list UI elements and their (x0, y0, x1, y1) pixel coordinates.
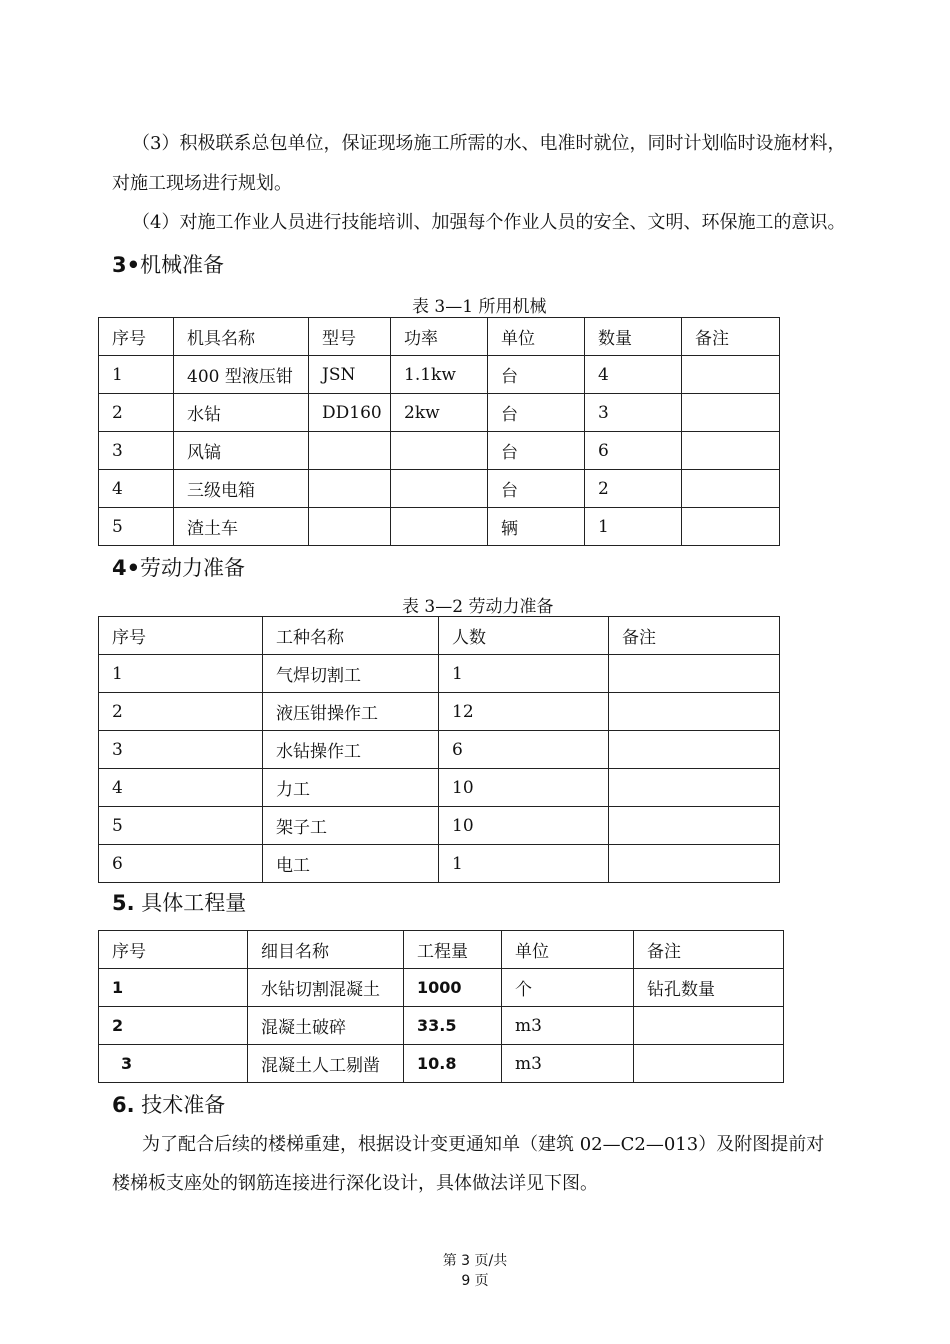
table-cell: 2 (585, 470, 682, 508)
section-5-title: 具体工程量 (141, 891, 247, 915)
table-cell: 台 (488, 356, 585, 394)
table-cell: 5 (99, 508, 174, 546)
table-cell: DD160 (309, 394, 391, 432)
table-cell: 1 (439, 845, 609, 883)
table-cell: 400 型液压钳 (174, 356, 309, 394)
table-cell: 1 (99, 655, 263, 693)
table-cell (609, 731, 780, 769)
table-cell: 水钻 (174, 394, 309, 432)
table-header-cell: 备注 (682, 318, 780, 356)
quantities-table (98, 930, 784, 1083)
table-header-cell: 人数 (439, 617, 609, 655)
table-cell: 1 (439, 655, 609, 693)
table-row (99, 655, 780, 693)
table-cell: 三级电箱 (174, 470, 309, 508)
table-header-cell: 单位 (502, 931, 634, 969)
table-cell: 台 (488, 394, 585, 432)
section-5-heading (112, 890, 246, 916)
table-3-2-caption: 表 3—2 劳动力准备 (402, 597, 554, 617)
table-cell: 3 (99, 731, 263, 769)
table-cell: 6 (439, 731, 609, 769)
table-cell: 10.8 (404, 1045, 502, 1083)
table-cell: 6 (99, 845, 263, 883)
table-cell: 4 (99, 470, 174, 508)
table-cell: 2 (99, 1007, 248, 1045)
table-cell: 2kw (391, 394, 488, 432)
table-cell: 6 (585, 432, 682, 470)
table-cell: 1.1kw (391, 356, 488, 394)
table-cell (609, 693, 780, 731)
table-row (99, 969, 784, 1007)
table-cell (682, 394, 780, 432)
table-row (99, 394, 780, 432)
table-cell: 辆 (488, 508, 585, 546)
section-6-text-line1: 为了配合后续的楼梯重建，根据设计变更通知单（建筑 02—C2—013）及附图提前对 (142, 1134, 825, 1155)
table-row (99, 1045, 784, 1083)
machinery-table (98, 317, 780, 546)
table-cell: 力工 (263, 769, 439, 807)
table-row (99, 807, 780, 845)
page-footer-line2: 9 页 (461, 1273, 489, 1289)
section-6-heading (112, 1092, 225, 1118)
table-cell (682, 432, 780, 470)
section-6-number: 6. (112, 1093, 135, 1117)
table-cell: 5 (99, 807, 263, 845)
table-cell: 混凝土人工剔凿 (248, 1045, 404, 1083)
paragraph-3-line1: （3）积极联系总包单位，保证现场施工所需的水、电准时就位，同时计划临时设施材料， (132, 133, 846, 154)
table-cell: 12 (439, 693, 609, 731)
table-header-cell: 数量 (585, 318, 682, 356)
table-cell: 10 (439, 769, 609, 807)
table-cell (634, 1045, 784, 1083)
table-cell (309, 508, 391, 546)
table-header-cell: 机具名称 (174, 318, 309, 356)
table-cell (391, 432, 488, 470)
table-header-cell: 单位 (488, 318, 585, 356)
table-cell (609, 807, 780, 845)
table-cell: 1 (99, 969, 248, 1007)
table-cell: 水钻切割混凝土 (248, 969, 404, 1007)
table-row (99, 769, 780, 807)
table-cell (309, 470, 391, 508)
table-cell: 3 (585, 394, 682, 432)
table-cell (391, 508, 488, 546)
table-cell: 1 (99, 356, 174, 394)
labor-table (98, 616, 780, 883)
table-cell: JSN (309, 356, 391, 394)
table-row (99, 1007, 784, 1045)
table-row (99, 432, 780, 470)
table-header-cell: 工程量 (404, 931, 502, 969)
table-cell: 液压钳操作工 (263, 693, 439, 731)
section-4-title: 劳动力准备 (140, 556, 246, 580)
section-4-number: 4• (112, 556, 141, 580)
table-cell (609, 769, 780, 807)
table-cell: 水钻操作工 (263, 731, 439, 769)
table-header-cell: 序号 (99, 318, 174, 356)
table-cell (682, 508, 780, 546)
table-cell: 2 (99, 394, 174, 432)
section-6-title: 技术准备 (141, 1093, 226, 1117)
quantities-table-body (99, 931, 784, 1083)
table-cell: 渣土车 (174, 508, 309, 546)
table-cell: 33.5 (404, 1007, 502, 1045)
table-row (99, 470, 780, 508)
table-header-cell: 备注 (634, 931, 784, 969)
table-cell: m3 (502, 1045, 634, 1083)
table-cell: 10 (439, 807, 609, 845)
table-cell: 4 (99, 769, 263, 807)
table-row (99, 731, 780, 769)
section-6-text-line2: 楼梯板支座处的钢筋连接进行深化设计，具体做法详见下图。 (112, 1173, 598, 1194)
table-row (99, 356, 780, 394)
table-cell: 台 (488, 470, 585, 508)
paragraph-4: （4）对施工作业人员进行技能培训、加强每个作业人员的安全、文明、环保施工的意识。 (132, 212, 846, 233)
table-cell (682, 356, 780, 394)
table-cell (682, 470, 780, 508)
table-cell: 个 (502, 969, 634, 1007)
table-cell: 3 (99, 432, 174, 470)
table-cell: 风镐 (174, 432, 309, 470)
table-cell (309, 432, 391, 470)
table-cell: 混凝土破碎 (248, 1007, 404, 1045)
table-row (99, 693, 780, 731)
table-header-cell: 型号 (309, 318, 391, 356)
table-cell: 架子工 (263, 807, 439, 845)
table-header-cell: 序号 (99, 617, 263, 655)
table-cell: 2 (99, 693, 263, 731)
section-4-heading (112, 555, 245, 581)
table-cell: 1000 (404, 969, 502, 1007)
table-cell: m3 (502, 1007, 634, 1045)
table-cell: 1 (585, 508, 682, 546)
table-header-cell: 序号 (99, 931, 248, 969)
table-header-row (99, 617, 780, 655)
table-header-cell: 功率 (391, 318, 488, 356)
table-header-cell: 细目名称 (248, 931, 404, 969)
table-header-cell: 备注 (609, 617, 780, 655)
table-header-row (99, 931, 784, 969)
paragraph-3-line2: 对施工现场进行规划。 (112, 173, 292, 194)
table-header-row (99, 318, 780, 356)
section-3-number: 3• (112, 253, 141, 277)
table-cell (634, 1007, 784, 1045)
table-header-cell: 工种名称 (263, 617, 439, 655)
table-cell: 3 (99, 1045, 248, 1083)
table-cell: 4 (585, 356, 682, 394)
table-cell: 台 (488, 432, 585, 470)
table-row (99, 508, 780, 546)
table-cell: 电工 (263, 845, 439, 883)
section-5-number: 5. (112, 891, 135, 915)
table-cell (609, 655, 780, 693)
labor-table-body (99, 617, 780, 883)
section-3-title: 机械准备 (140, 253, 225, 277)
table-cell (609, 845, 780, 883)
machinery-table-body (99, 318, 780, 546)
table-row (99, 845, 780, 883)
table-cell: 钻孔数量 (634, 969, 784, 1007)
table-cell: 气焊切割工 (263, 655, 439, 693)
table-3-1-caption: 表 3—1 所用机械 (412, 297, 547, 317)
section-3-heading (112, 252, 224, 278)
table-cell (391, 470, 488, 508)
page-footer-line1: 第 3 页/共 (442, 1253, 508, 1269)
